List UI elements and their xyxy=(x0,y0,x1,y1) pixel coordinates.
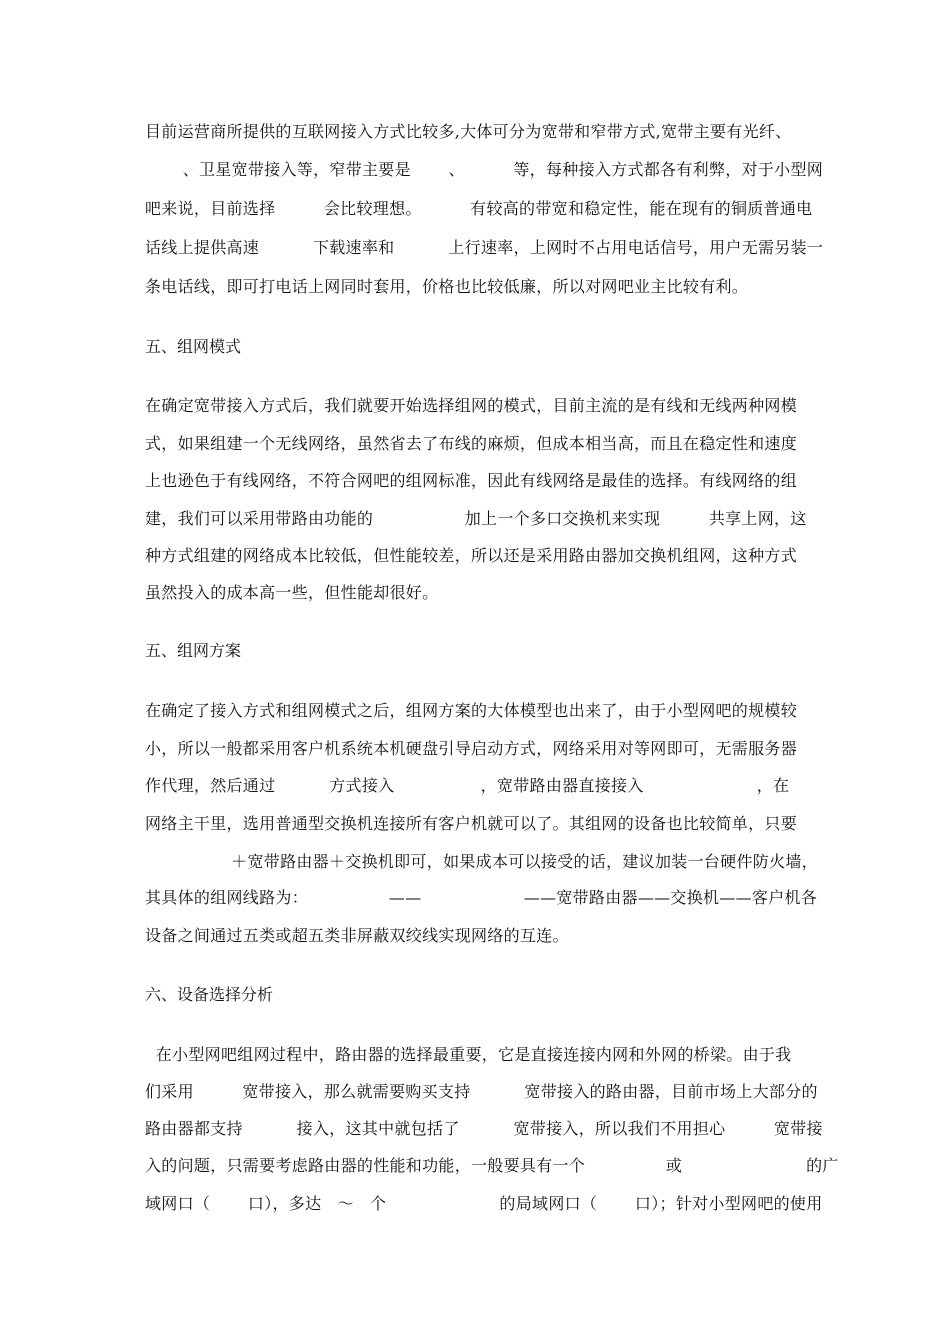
paragraph-3-line: 设备之间通过五类或超五类非屏蔽双绞线实现网络的互连。 xyxy=(145,926,569,945)
paragraph-2-line: 种方式组建的网络成本比较低，但性能较差，所以还是采用路由器加交换机组网，这种方式 xyxy=(145,546,798,565)
paragraph-1-line: 吧来说，目前选择 会比较理想。 有较高的带宽和稳定性，能在现有的铜质普通电 xyxy=(145,199,813,218)
paragraph-3-line: 网络主干里，选用普通型交换机连接所有客户机就可以了。其组网的设备也比较简单，只要 xyxy=(145,814,798,833)
paragraph-3-line: ＋宽带路由器＋交换机即可，如果成本可以接受的话，建议加装一台硬件防火墙， xyxy=(145,852,818,871)
paragraph-3-line: 作代理，然后通过 方式接入 ，宽带路由器直接接入 ，在 xyxy=(145,776,790,795)
paragraph-4-line: 路由器都支持 接入，这其中就包括了 宽带接入，所以我们不用担心 宽带接 xyxy=(145,1119,823,1138)
paragraph-1-line: 条电话线，即可打电话上网同时套用，价格也比较低廉，所以对网吧业主比较有利。 xyxy=(145,277,749,296)
paragraph-1-line: 目前运营商所提供的互联网接入方式比较多,大体可分为宽带和窄带方式,宽带主要有光纤、 xyxy=(145,122,792,141)
section-heading-device-selection: 六、设备选择分析 xyxy=(145,985,274,1004)
paragraph-2-line: 虽然投入的成本高一些，但性能却很好。 xyxy=(145,583,439,602)
paragraph-3-line: 其具体的组网线路为： —— ——宽带路由器——交换机——客户机各 xyxy=(145,888,818,907)
paragraph-4-line: 域网口（ 口），多达 ～ 个 的局域网口（ 口）；针对小型网吧的使用 xyxy=(145,1194,823,1213)
paragraph-2-line: 建，我们可以采用带路由功能的 加上一个多口交换机来实现 共享上网，这 xyxy=(145,509,807,528)
paragraph-2-line: 式，如果组建一个无线网络，虽然省去了布线的麻烦，但成本相当高，而且在稳定性和速度 xyxy=(145,434,798,453)
paragraph-2-line: 在确定宽带接入方式后，我们就要开始选择组网的模式，目前主流的是有线和无线两种网模 xyxy=(145,396,798,415)
section-heading-networking-mode: 五、组网模式 xyxy=(145,337,242,356)
paragraph-4-line: 入的问题，只需要考虑路由器的性能和功能，一般要具有一个 或 的广 xyxy=(145,1156,839,1175)
paragraph-4-line: 在小型网吧组网过程中，路由器的选择最重要，它是直接连接内网和外网的桥梁。由于我 xyxy=(145,1045,792,1064)
paragraph-1-line: 话线上提供高速 下载速率和 上行速率，上网时不占用电话信号，用户无需另装一 xyxy=(145,238,824,257)
paragraph-4-line: 们采用 宽带接入，那么就需要购买支持 宽带接入的路由器，目前市场上大部分的 xyxy=(145,1082,818,1101)
section-heading-networking-plan: 五、组网方案 xyxy=(145,641,242,660)
paragraph-3-line: 小，所以一般都采用客户机系统本机硬盘引导启动方式，网络采用对等网即可，无需服务器 xyxy=(145,739,798,758)
paragraph-2-line: 上也逊色于有线网络，不符合网吧的组网标准，因此有线网络是最佳的选择。有线网络的组 xyxy=(145,471,798,490)
paragraph-3-line: 在确定了接入方式和组网模式之后，组网方案的大体模型也出来了，由于小型网吧的规模较 xyxy=(145,701,798,720)
paragraph-1-line: 、卫星宽带接入等，窄带主要是 、 等，每种接入方式都各有利弊，对于小型网 xyxy=(145,160,824,179)
